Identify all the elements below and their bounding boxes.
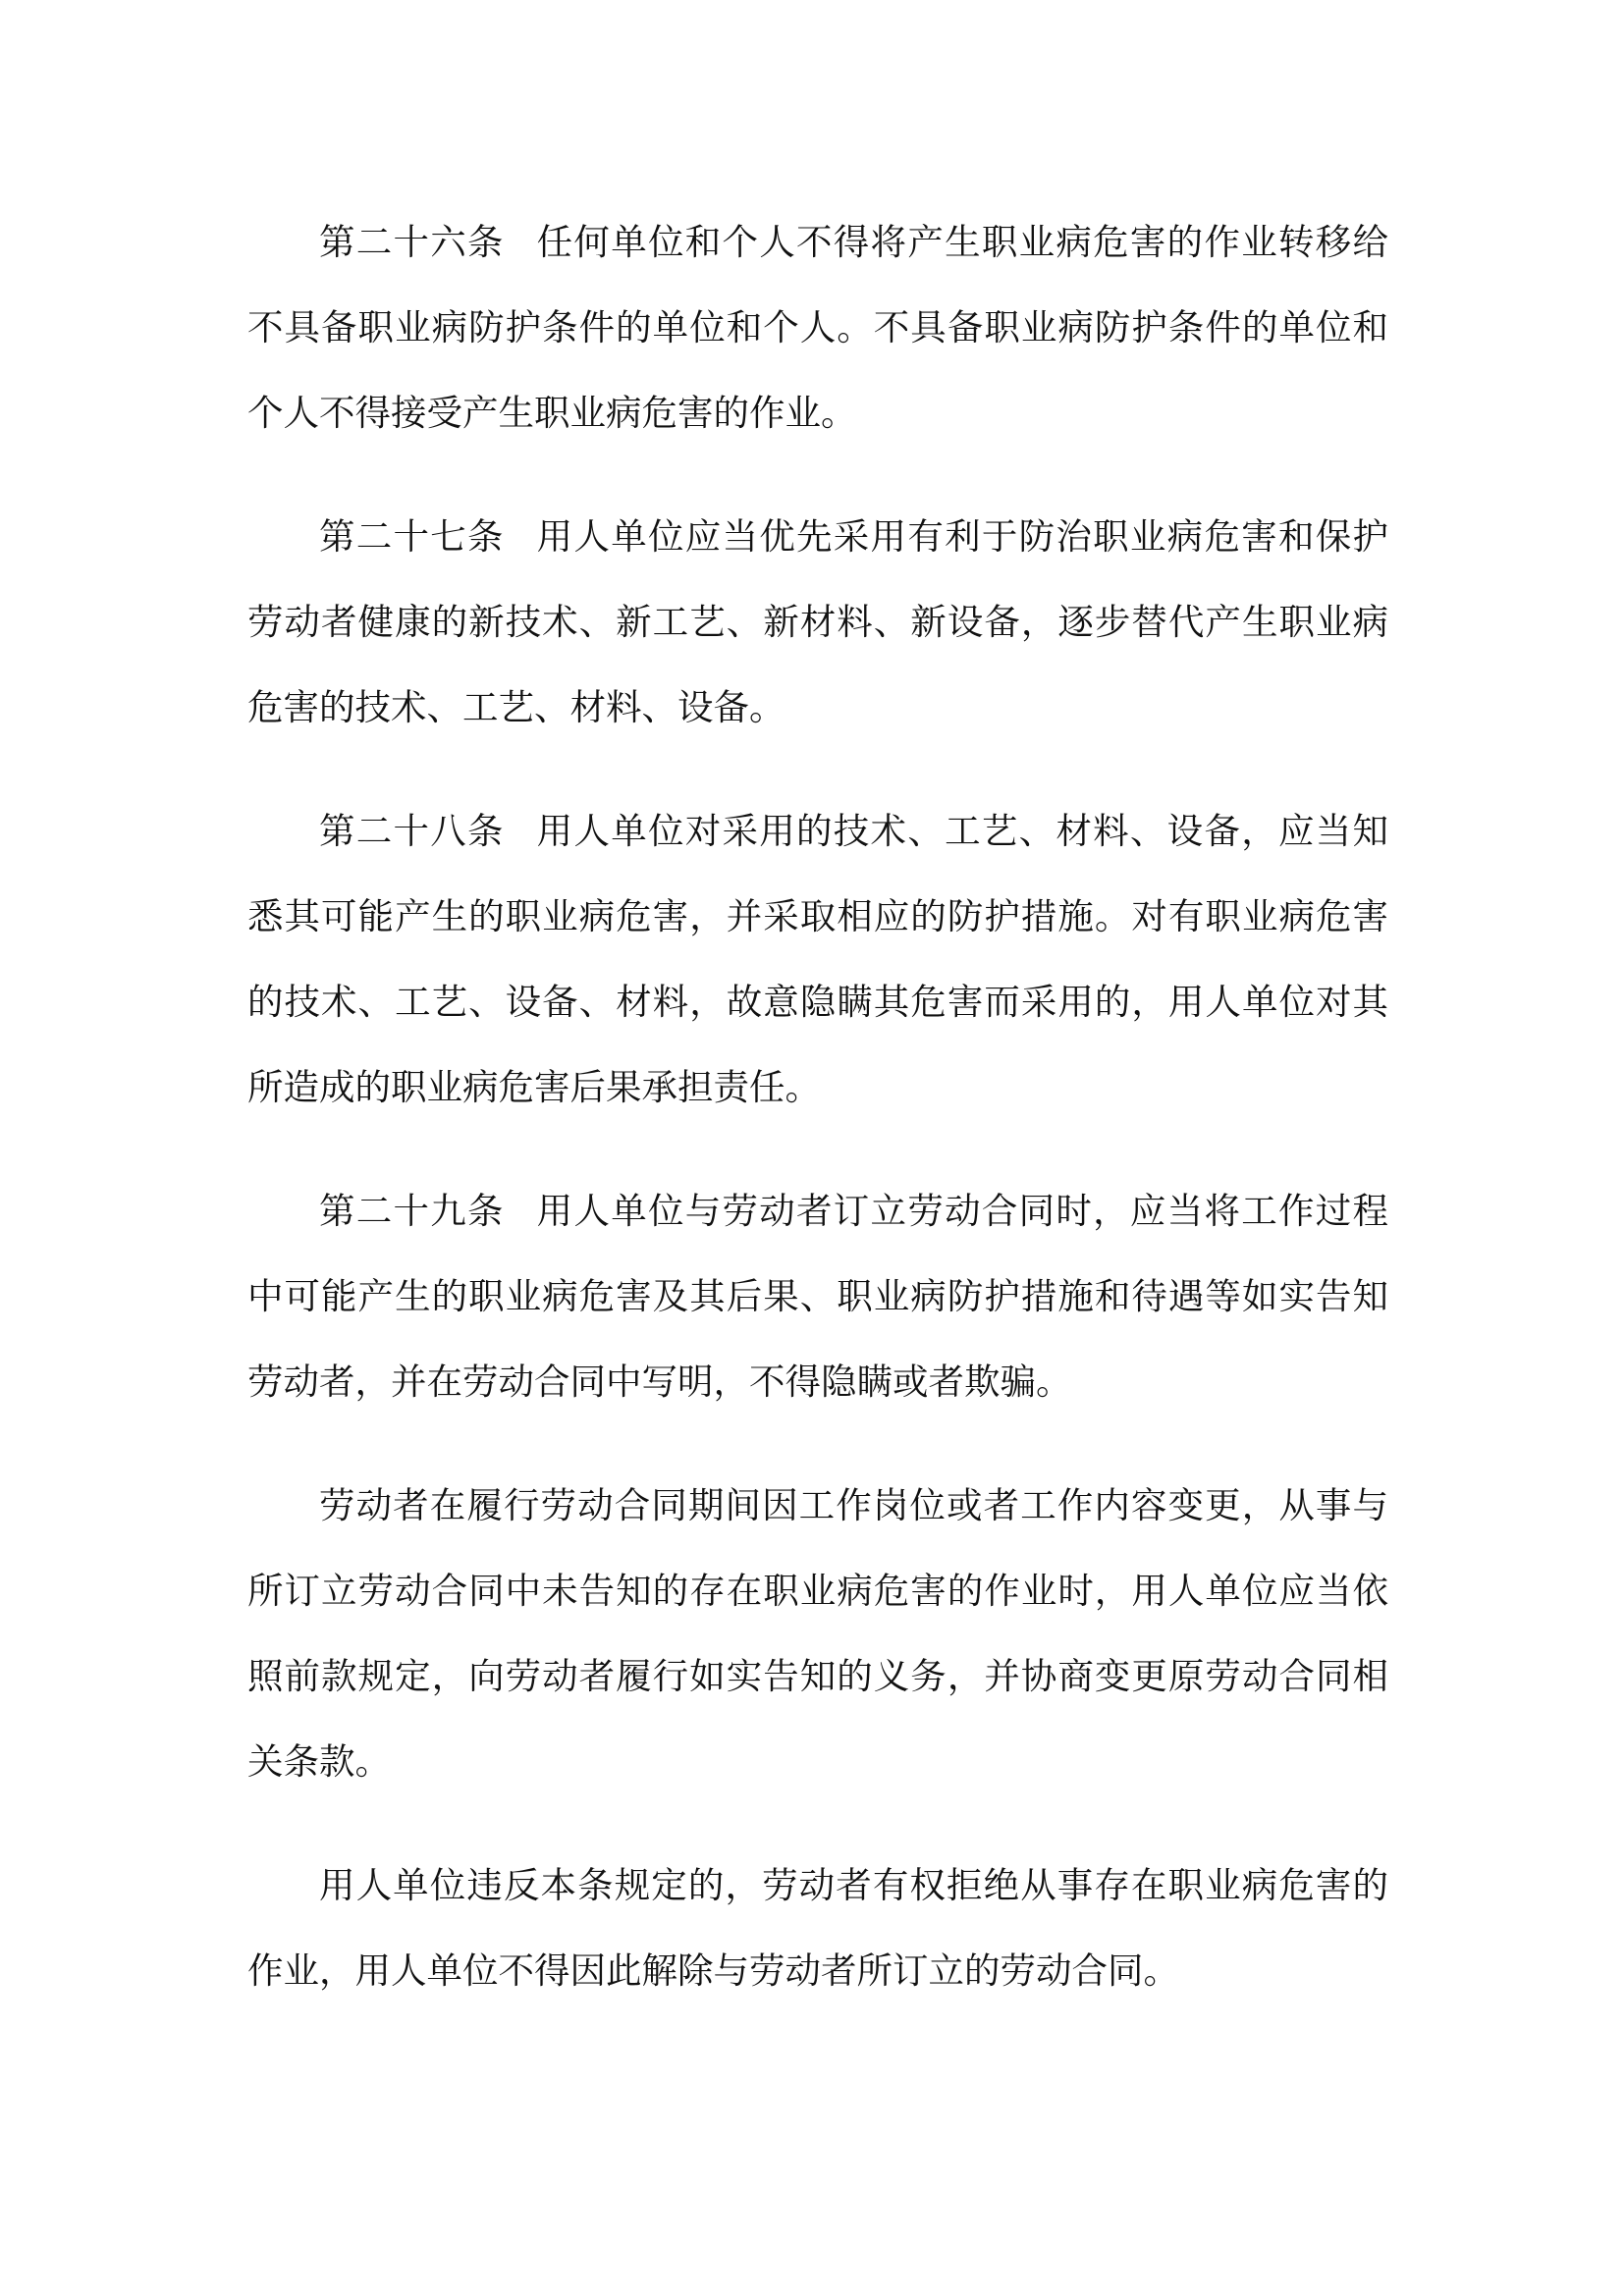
paragraph-text: 用人单位应当优先采用有利于防治职业病危害和保护劳动者健康的新技术、新工艺、新材料、新设备，逐步替代产生职业病危害的技术、工艺、材料、设备。 [247, 515, 1389, 728]
article-number: 第二十八条 [319, 810, 505, 852]
article-29-paragraph [247, 1168, 1388, 1424]
article-number: 第二十七条 [319, 515, 505, 558]
article-26-paragraph [247, 199, 1388, 455]
paragraph-text: 任何单位和个人不得将产生职业病危害的作业转移给不具备职业病防护条件的单位和个人。不具备职业病防护条件的单位和个人不得接受产生职业病危害的作业。 [247, 221, 1389, 434]
paragraph-text: 用人单位违反本条规定的，劳动者有权拒绝从事存在职业病危害的作业，用人单位不得因此解除与劳动者所订立的劳动合同。 [247, 1864, 1388, 1992]
paragraph-text: 用人单位与劳动者订立劳动合同时，应当将工作过程中可能产生的职业病危害及其后果、职业病防护措施和待遇等如实告知劳动者，并在劳动合同中写明，不得隐瞒或者欺骗。 [247, 1190, 1389, 1403]
article-27-paragraph [247, 494, 1388, 750]
article-number: 第二十六条 [319, 221, 505, 263]
article-29-clause-2-paragraph [247, 1463, 1388, 1804]
article-29-clause-3-paragraph [247, 1842, 1388, 2013]
article-number: 第二十九条 [319, 1190, 505, 1232]
paragraph-text: 劳动者在履行劳动合同期间因工作岗位或者工作内容变更，从事与所订立劳动合同中未告知的存在职业病危害的作业时，用人单位应当依照前款规定，向劳动者履行如实告知的义务，并协商变更原劳动合同相关条款。 [247, 1484, 1388, 1783]
article-28-paragraph [247, 788, 1388, 1130]
paragraph-text: 用人单位对采用的技术、工艺、材料、设备，应当知悉其可能产生的职业病危害，并采取相应的防护措施。对有职业病危害的技术、工艺、设备、材料，故意隐瞒其危害而采用的，用人单位对其所造成的职业病危害后果承担责任。 [247, 810, 1389, 1108]
